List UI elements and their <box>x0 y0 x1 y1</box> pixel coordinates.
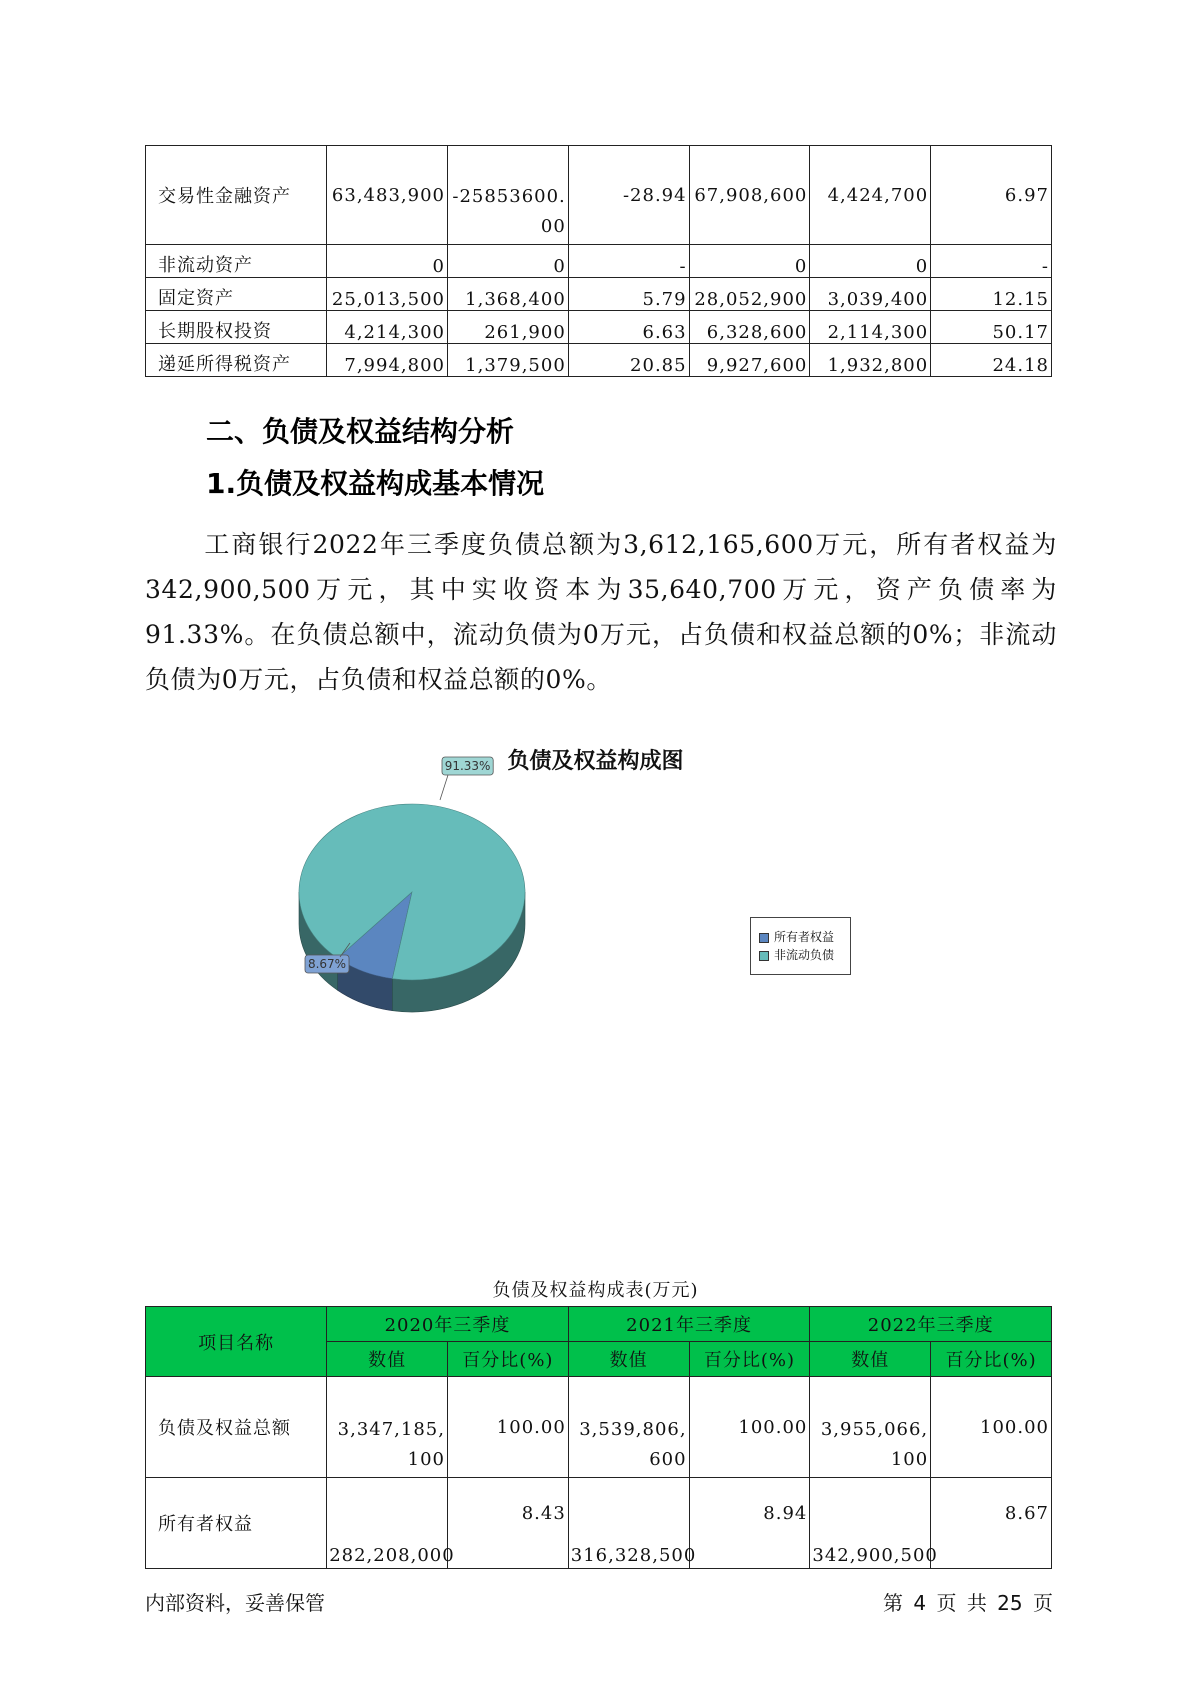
section-heading: 二、负债及权益结构分析 <box>206 415 515 448</box>
cell-value: 3,955,066,100 <box>810 1377 931 1478</box>
cell-value: 0 <box>689 245 810 278</box>
cell-value: 316,328,500 <box>568 1478 689 1569</box>
table-row <box>146 146 1052 245</box>
row-name: 交易性金融资产 <box>146 146 327 245</box>
chart-title: 负债及权益构成图 <box>507 749 684 774</box>
table-row <box>146 1478 1052 1569</box>
cell-value: 20.85 <box>568 344 689 377</box>
liability-equity-table <box>145 1306 1052 1569</box>
cell-value: 25,013,500 <box>327 278 448 311</box>
sub-heading: 1.负债及权益构成基本情况 <box>206 467 545 500</box>
cell-value: 5.79 <box>568 278 689 311</box>
table-row <box>146 344 1052 377</box>
cell-value: 1,368,400 <box>447 278 568 311</box>
header-pct: 百分比(%) <box>931 1342 1052 1377</box>
cell-value: 6.63 <box>568 311 689 344</box>
cell-value: 28,052,900 <box>689 278 810 311</box>
cell-value: 2,114,300 <box>810 311 931 344</box>
table-row <box>146 311 1052 344</box>
header-period: 2020年三季度 <box>327 1307 569 1342</box>
data-label <box>305 955 349 973</box>
cell-value: 0 <box>447 245 568 278</box>
table-row <box>146 245 1052 278</box>
cell-value: -28.94 <box>568 146 689 245</box>
data-label-text: 91.33% <box>444 759 491 773</box>
header-name: 项目名称 <box>146 1307 327 1377</box>
pie-plot <box>299 757 525 1012</box>
header-value: 数值 <box>568 1342 689 1377</box>
legend-label: 非流动负债 <box>774 948 835 962</box>
header-pct: 百分比(%) <box>689 1342 810 1377</box>
cell-pct: 8.94 <box>689 1478 810 1569</box>
legend-label: 所有者权益 <box>774 930 835 944</box>
table-row <box>146 1377 1052 1478</box>
cell-value: 4,424,700 <box>810 146 931 245</box>
analysis-paragraph <box>145 522 1057 702</box>
cell-value: -25853600.00 <box>447 146 568 245</box>
cell-value: 6,328,600 <box>689 311 810 344</box>
legend-swatch <box>759 933 769 943</box>
header-pct: 百分比(%) <box>447 1342 568 1377</box>
legend-item <box>759 947 834 963</box>
cell-value: 24.18 <box>931 344 1052 377</box>
cell-pct: 100.00 <box>931 1377 1052 1478</box>
table-header-row <box>146 1307 1052 1342</box>
row-name: 负债及权益总额 <box>146 1377 327 1478</box>
cell-value: 1,932,800 <box>810 344 931 377</box>
cell-value: 67,908,600 <box>689 146 810 245</box>
row-name: 固定资产 <box>146 278 327 311</box>
cell-value: 7,994,800 <box>327 344 448 377</box>
data-label <box>442 757 493 775</box>
row-name: 所有者权益 <box>146 1478 327 1569</box>
cell-value: 3,039,400 <box>810 278 931 311</box>
pie-slice <box>299 804 525 980</box>
cell-value: 0 <box>810 245 931 278</box>
cell-value: 3,539,806,600 <box>568 1377 689 1478</box>
table-row <box>146 278 1052 311</box>
cell-value: - <box>568 245 689 278</box>
pie-chart <box>290 759 650 1060</box>
row-name: 长期股权投资 <box>146 311 327 344</box>
header-period: 2021年三季度 <box>568 1307 810 1342</box>
cell-value: 342,900,500 <box>810 1478 931 1569</box>
legend-swatch <box>759 951 769 961</box>
footer-confidential: 内部资料，妥善保管 <box>145 1591 325 1615</box>
cell-pct: 100.00 <box>447 1377 568 1478</box>
cell-pct: 100.00 <box>689 1377 810 1478</box>
cell-pct: 8.43 <box>447 1478 568 1569</box>
cell-value: 6.97 <box>931 146 1052 245</box>
cell-value: 3,347,185,100 <box>327 1377 448 1478</box>
label-leader-line <box>440 775 448 800</box>
cell-value: 261,900 <box>447 311 568 344</box>
cell-value: 4,214,300 <box>327 311 448 344</box>
cell-value: 1,379,500 <box>447 344 568 377</box>
legend-item <box>759 929 834 945</box>
cell-pct: 8.67 <box>931 1478 1052 1569</box>
paragraph-text: 工商银行2022年三季度负债总额为3,612,165,600万元，所有者权益为342,900,500万元，其中实收资本为35,640,700万元，资产负债率为91.33%。在负债总额中，流动负债为0万元，占负债和权益总额的0%；非流动负债为0万元，占负债和权益总额的0%。 <box>145 530 1057 694</box>
table-caption: 负债及权益构成表(万元) <box>492 1280 699 1301</box>
cell-value: - <box>931 245 1052 278</box>
asset-structure-table <box>145 145 1052 377</box>
cell-value: 9,927,600 <box>689 344 810 377</box>
cell-value: 50.17 <box>931 311 1052 344</box>
header-value: 数值 <box>810 1342 931 1377</box>
cell-value: 0 <box>327 245 448 278</box>
page-number: 第 4 页 共 25 页 <box>883 1591 1053 1615</box>
row-name: 递延所得税资产 <box>146 344 327 377</box>
header-period: 2022年三季度 <box>810 1307 1052 1342</box>
cell-value: 12.15 <box>931 278 1052 311</box>
cell-value: 282,208,000 <box>327 1478 448 1569</box>
chart-legend <box>750 917 851 975</box>
header-value: 数值 <box>327 1342 448 1377</box>
cell-value: 63,483,900 <box>327 146 448 245</box>
data-label-text: 8.67% <box>307 957 347 971</box>
row-name: 非流动资产 <box>146 245 327 278</box>
